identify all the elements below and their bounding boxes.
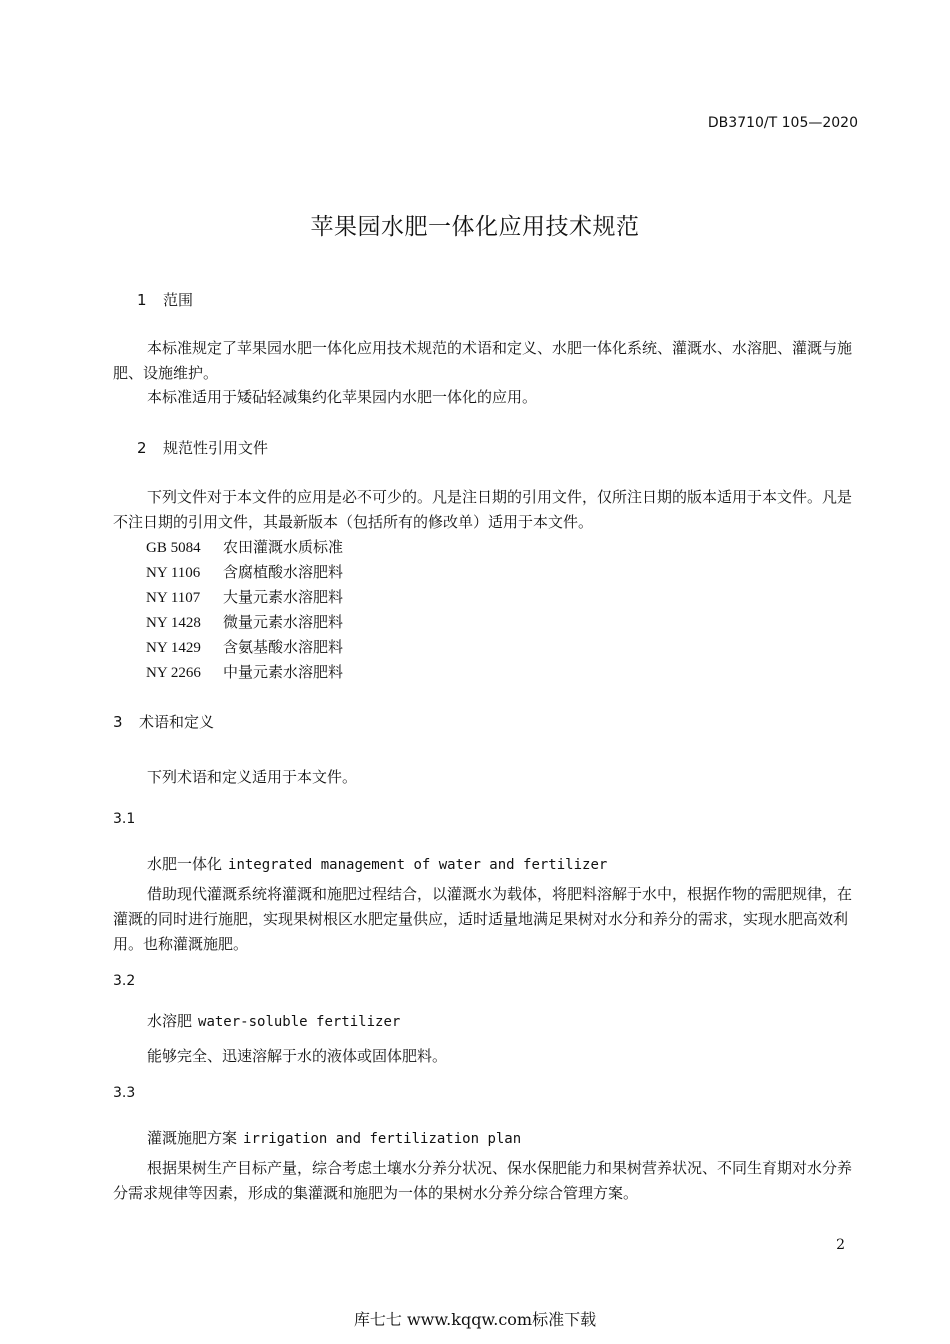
reference-code: NY 1106: [146, 565, 201, 581]
paragraph: 下列文件对于本文件的应用是必不可少的。凡是注日期的引用文件，仅所注日期的版本适用于本文件。凡是不注日期的引用文件，其最新版本（包括所有的修改单）适用于本文件。: [113, 488, 853, 531]
section-1-heading: [137, 289, 193, 310]
term-definition: 能够完全、迅速溶解于水的液体或固体肥料。: [147, 1047, 448, 1065]
reference-title: 含腐植酸水溶肥料: [223, 563, 344, 581]
section-title: 规范性引用文件: [163, 439, 269, 457]
term-number: 3.1: [113, 811, 136, 827]
reference-code: NY 1429: [146, 640, 201, 656]
term-chinese: 灌溉施肥方案: [147, 1129, 238, 1147]
footer-watermark-link[interactable]: 库七七 www.kqqw.com标准下载: [353, 1310, 597, 1329]
reference-item: [146, 586, 343, 607]
reference-item: [146, 561, 343, 582]
section-title: 术语和定义: [139, 713, 215, 731]
term-definition: 根据果树生产目标产量，综合考虑土壤水分养分状况、保水保肥能力和果树营养状况、不同生育期对水分养分需求规律等因素，形成的集灌溉和施肥为一体的果树水分养分综合管理方案。: [113, 1159, 853, 1202]
page-number: 2: [836, 1237, 845, 1253]
paragraph: 下列术语和定义适用于本文件。: [147, 768, 358, 786]
term-number: 3.3: [113, 1085, 136, 1101]
section-number: 1: [137, 291, 147, 309]
reference-title: 农田灌溉水质标准: [223, 538, 344, 556]
reference-item: [146, 536, 343, 557]
term-number: 3.2: [113, 973, 136, 989]
term-heading: [147, 1127, 521, 1148]
paragraph: 本标准适用于矮砧轻减集约化苹果园内水肥一体化的应用。: [147, 388, 538, 406]
document-title: 苹果园水肥一体化应用技术规范: [310, 214, 640, 240]
reference-title: 大量元素水溶肥料: [223, 588, 344, 606]
term-heading: [147, 853, 607, 874]
reference-code: NY 2266: [146, 665, 201, 681]
term-chinese: 水溶肥: [147, 1012, 193, 1030]
reference-item: [146, 636, 343, 657]
term-heading: [147, 1010, 400, 1031]
section-number: 2: [137, 439, 147, 457]
reference-item: [146, 611, 343, 632]
term-english: irrigation and fertilization plan: [243, 1131, 522, 1147]
term-chinese: 水肥一体化: [147, 855, 223, 873]
reference-title: 中量元素水溶肥料: [223, 663, 344, 681]
reference-code: NY 1428: [146, 615, 201, 631]
reference-code: NY 1107: [146, 590, 201, 606]
reference-title: 含氨基酸水溶肥料: [223, 638, 344, 656]
reference-title: 微量元素水溶肥料: [223, 613, 344, 631]
reference-item: [146, 661, 343, 682]
term-english: integrated management of water and fertilizer: [228, 857, 608, 873]
reference-code: GB 5084: [146, 540, 201, 556]
term-definition: 借助现代灌溉系统将灌溉和施肥过程结合，以灌溉水为载体，将肥料溶解于水中，根据作物的需肥规律，在灌溉的同时进行施肥，实现果树根区水肥定量供应，适时适量地满足果树对水分和养分的需求，实现水肥高效利用。也称灌溉施肥。: [113, 885, 853, 953]
document-id: DB3710/T 105—2020: [707, 115, 858, 131]
section-2-heading: [137, 437, 268, 458]
term-english: water-soluble fertilizer: [198, 1014, 401, 1030]
section-3-heading: [113, 711, 214, 732]
paragraph: 本标准规定了苹果园水肥一体化应用技术规范的术语和定义、水肥一体化系统、灌溉水、水溶肥、灌溉与施肥、设施维护。: [113, 339, 853, 382]
section-number: 3: [113, 713, 123, 731]
section-title: 范围: [163, 291, 194, 309]
